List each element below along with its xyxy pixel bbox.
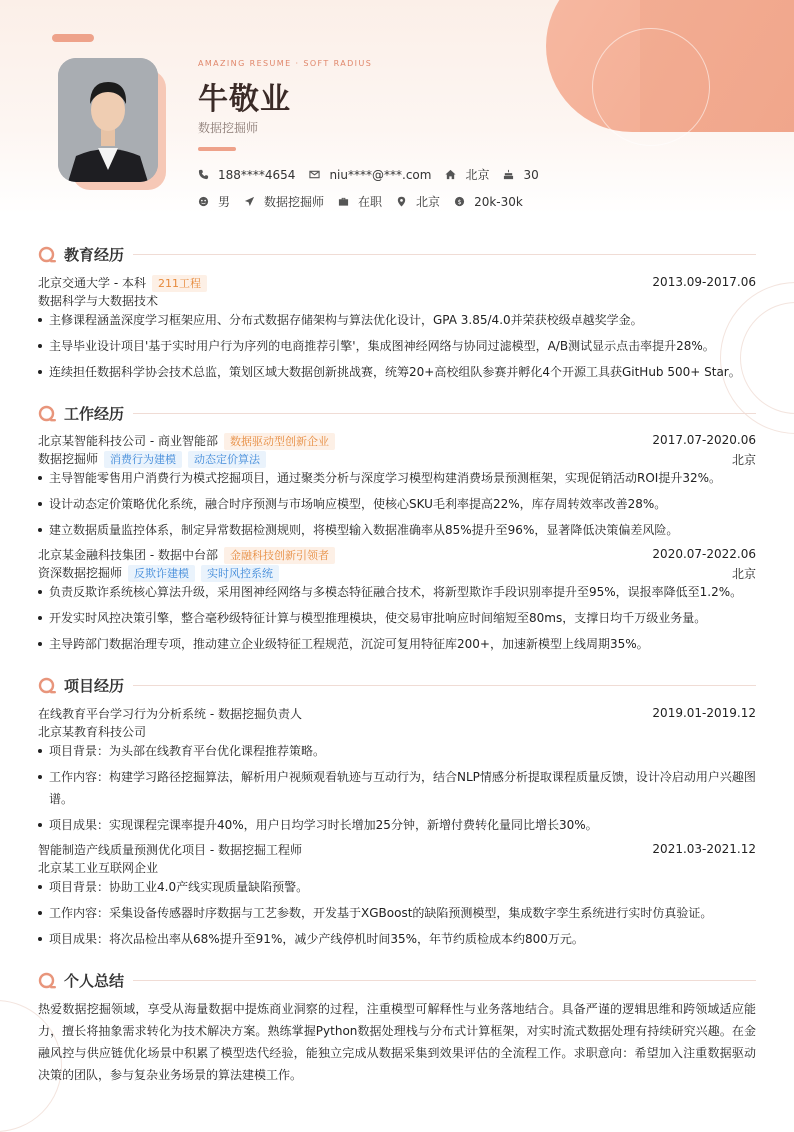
age-item bbox=[503, 168, 538, 182]
work-city: 北京 bbox=[731, 567, 756, 581]
work-skill-tag: 实时风控系统 bbox=[201, 565, 279, 582]
header-accent-pill bbox=[52, 34, 94, 42]
name-accent-bar bbox=[198, 147, 236, 151]
work-company-line bbox=[38, 432, 756, 450]
list-item-text: 主导跨部门数据治理专项，推动建立企业级特征工程规范，沉淀可复用特征库200+，加速新模型上线周期35%。 bbox=[49, 637, 649, 651]
list-item bbox=[38, 467, 756, 489]
list-item bbox=[38, 493, 756, 515]
candidate-name: 牛敬业 bbox=[198, 82, 291, 117]
section-search-icon bbox=[38, 971, 58, 991]
target-role-item bbox=[244, 193, 324, 210]
section-divider bbox=[133, 413, 756, 414]
avatar bbox=[58, 58, 158, 182]
list-item bbox=[38, 519, 756, 541]
work-date: 2020.07-2022.06 bbox=[652, 547, 756, 561]
education-school: 北京交通大学 - 本科 bbox=[38, 276, 146, 290]
work-date: 2017.07-2020.06 bbox=[652, 433, 756, 447]
work-skill-tag: 动态定价算法 bbox=[188, 451, 266, 468]
status-text: 在职 bbox=[358, 195, 383, 209]
header-decor-ring bbox=[592, 28, 710, 146]
list-item-text: 工作内容：构建学习路径挖掘算法，解析用户视频观看轨迹与互动行为，结合NLP情感分析提取课程质量反馈，设计冷启动用户兴趣图谱。 bbox=[49, 770, 756, 806]
work-company: 北京某智能科技公司 - 商业智能部 bbox=[38, 434, 218, 448]
work-company-tag: 金融科技创新引领者 bbox=[224, 547, 335, 564]
contact-row bbox=[198, 166, 553, 183]
list-item-text: 开发实时风控决策引擎，整合毫秒级特征计算与模型推理模块，使交易审批响应时间缩短至80ms，支撑日均千万级业务量。 bbox=[49, 611, 707, 625]
section-search-icon bbox=[38, 404, 58, 424]
education-tag: 211工程 bbox=[152, 275, 207, 292]
work-company-tag: 数据驱动型创新企业 bbox=[224, 433, 335, 450]
education-date: 2013.09-2017.06 bbox=[652, 275, 756, 289]
status-item bbox=[338, 193, 382, 210]
work-skill-tag: 反欺诈建模 bbox=[128, 565, 195, 582]
section-divider bbox=[133, 980, 756, 981]
section-work-title: 工作经历 bbox=[64, 405, 125, 423]
project-org: 北京某工业互联网企业 bbox=[38, 861, 159, 875]
list-item-text: 主导智能零售用户消费行为模式挖掘项目，通过聚类分析与深度学习模型构建消费场景预测框架，实现促销活动ROI提升32%。 bbox=[49, 471, 721, 485]
work-position: 资深数据挖掘师 bbox=[38, 566, 123, 580]
education-school-line bbox=[38, 274, 756, 292]
list-item bbox=[38, 335, 756, 357]
phone-item bbox=[198, 168, 295, 182]
section-search-icon bbox=[38, 245, 58, 265]
list-item-text: 项目背景：为头部在线教育平台优化课程推荐策略。 bbox=[49, 744, 326, 758]
list-item-text: 负责反欺诈系统核心算法升级，采用图神经网络与多模态特征融合技术，将新型欺诈手段识别率提升至95%，误报率降低至1.2%。 bbox=[49, 585, 743, 599]
section-summary-header bbox=[38, 970, 124, 991]
phone-text: 188****4654 bbox=[218, 167, 296, 182]
list-item bbox=[38, 607, 756, 629]
email-text: niu****@***.com bbox=[329, 167, 432, 182]
list-item bbox=[38, 740, 756, 762]
gender-text: 男 bbox=[218, 195, 231, 209]
candidate-role: 数据挖掘师 bbox=[198, 121, 259, 135]
location-text: 北京 bbox=[416, 195, 441, 209]
project-date: 2019.01-2019.12 bbox=[652, 706, 756, 720]
svg-text:$: $ bbox=[457, 197, 462, 206]
list-item-text: 项目成果：实现课程完课率提升40%，用户日均学习时长增加25分钟，新增付费转化量同比增长30%。 bbox=[49, 818, 598, 832]
gender-item bbox=[198, 193, 230, 210]
list-item-text: 连续担任数据科学协会技术总监，策划区域大数据创新挑战赛，统筹20+高校组队参赛并孵化4个开源工具获GitHub 500+ Star。 bbox=[49, 365, 741, 379]
list-item bbox=[38, 766, 756, 810]
list-item-text: 设计动态定价策略优化系统，融合时序预测与市场响应模型，使核心SKU毛利率提高22%，库存周转效率改善28%。 bbox=[49, 497, 667, 511]
list-item bbox=[38, 581, 756, 603]
list-item-text: 工作内容：采集设备传感器时序数据与工艺参数，开发基于XGBoost的缺陷预测模型，集成数字孪生系统进行实时仿真验证。 bbox=[49, 906, 713, 920]
list-item bbox=[38, 902, 756, 924]
target-role-text: 数据挖掘师 bbox=[264, 195, 325, 209]
work-position-line bbox=[38, 450, 756, 468]
list-item-text: 项目背景：协助工业4.0产线实现质量缺陷预警。 bbox=[49, 880, 309, 894]
list-item-text: 主修课程涵盖深度学习框架应用、分布式数据存储架构与算法优化设计，GPA 3.85/4.0并荣获校级卓越奖学金。 bbox=[49, 313, 643, 327]
section-divider bbox=[133, 685, 756, 686]
project-title: 智能制造产线质量预测优化项目 - 数据挖掘工程师 bbox=[38, 843, 302, 857]
work-position-line bbox=[38, 564, 756, 582]
list-item-text: 项目成果：将次品检出率从68%提升至91%，减少产线停机时间35%，年节约质检成本约800万元。 bbox=[49, 932, 584, 946]
salary-text: 20k-30k bbox=[474, 194, 523, 209]
section-summary-title: 个人总结 bbox=[64, 972, 125, 990]
section-projects-header bbox=[38, 675, 124, 696]
send-icon bbox=[244, 196, 255, 207]
home-icon bbox=[445, 169, 456, 180]
email-item bbox=[309, 168, 431, 182]
phone-icon bbox=[198, 169, 209, 180]
section-search-icon bbox=[38, 676, 58, 696]
mail-icon bbox=[309, 169, 320, 180]
list-item-text: 主导毕业设计项目'基于实时用户行为序列的电商推荐引擎'，集成图神经网络与协同过滤模型，A/B测试显示点击率提升28%。 bbox=[49, 339, 715, 353]
section-education-header bbox=[38, 244, 124, 265]
hometown-item bbox=[445, 166, 489, 183]
location-icon bbox=[396, 196, 407, 207]
list-item bbox=[38, 876, 756, 898]
work-company: 北京某金融科技集团 - 数据中台部 bbox=[38, 548, 218, 562]
avatar-portrait bbox=[58, 58, 158, 182]
salary-item bbox=[454, 195, 523, 209]
age-text: 30 bbox=[523, 167, 539, 182]
section-divider bbox=[133, 254, 756, 255]
list-item bbox=[38, 633, 756, 655]
resume-tagline: AMAZING RESUME · SOFT RADIUS bbox=[198, 59, 373, 68]
work-company-line bbox=[38, 546, 756, 564]
section-projects-title: 项目经历 bbox=[64, 677, 125, 695]
gender-icon bbox=[198, 196, 209, 207]
education-major: 数据科学与大数据技术 bbox=[38, 294, 159, 308]
cake-icon bbox=[503, 169, 514, 180]
list-item-text: 建立数据质量监控体系，制定异常数据检测规则，将模型输入数据准确率从85%提升至96%，显著降低决策偏差风险。 bbox=[49, 523, 679, 537]
project-date: 2021.03-2021.12 bbox=[652, 842, 756, 856]
salary-icon bbox=[454, 196, 465, 207]
list-item bbox=[38, 309, 756, 331]
section-education-title: 教育经历 bbox=[64, 246, 125, 264]
location-item bbox=[396, 193, 440, 210]
summary-text: 热爱数据挖掘领域，享受从海量数据中提炼商业洞察的过程，注重模型可解释性与业务落地结合。具备严谨的逻辑思维和跨领域适应能力，擅长将抽象需求转化为技术解决方案。熟练掌握Python数据处理栈与分布式计算框架，对实时流式数据处理有持续研究兴趣。在金融风控与供应链优化场景中积累了模型迭代经验，能独立完成从数据采集到效果评估的全流程工作。求职意向：希望加入注重数据驱动决策的团队，参与复杂业务场景的算法建模工作。 bbox=[38, 1002, 756, 1082]
work-city: 北京 bbox=[731, 453, 756, 467]
work-position: 数据挖掘师 bbox=[38, 452, 99, 466]
list-item bbox=[38, 814, 756, 836]
project-title: 在线教育平台学习行为分析系统 - 数据挖掘负责人 bbox=[38, 707, 302, 721]
project-org: 北京某教育科技公司 bbox=[38, 725, 147, 739]
hometown-text: 北京 bbox=[465, 168, 490, 182]
briefcase-icon bbox=[338, 196, 349, 207]
list-item bbox=[38, 361, 756, 383]
list-item bbox=[38, 928, 756, 950]
work-skill-tag: 消费行为建模 bbox=[104, 451, 182, 468]
section-work-header bbox=[38, 403, 124, 424]
profile-row bbox=[198, 193, 537, 210]
